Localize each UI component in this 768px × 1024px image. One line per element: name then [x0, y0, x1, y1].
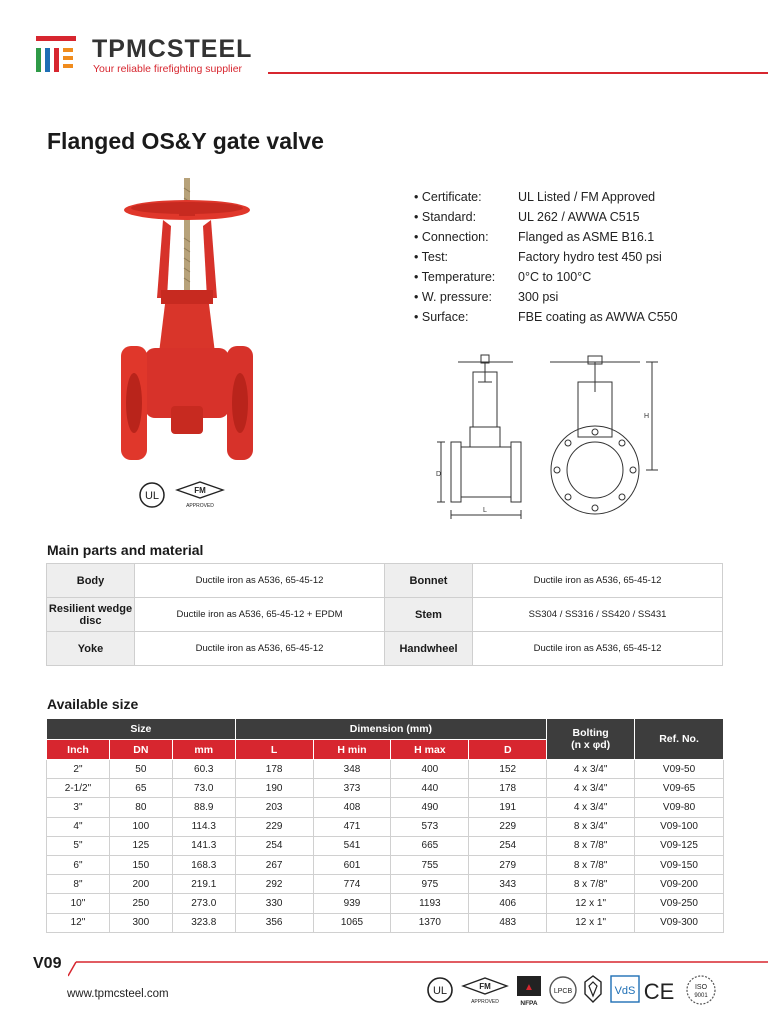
part-name: Handwheel — [385, 632, 473, 666]
table-cell: 273.0 — [172, 894, 235, 913]
table-cell: 279 — [469, 855, 547, 874]
table-cell: 1065 — [313, 913, 391, 932]
table-cell: 1370 — [391, 913, 469, 932]
spec-key: • Connection: — [414, 230, 489, 244]
spec-value: 0°C to 100°C — [518, 270, 592, 284]
table-cell: 330 — [235, 894, 313, 913]
size-table — [46, 718, 724, 933]
page-title: Flanged OS&Y gate valve — [47, 128, 324, 154]
brand-tagline: Your reliable firefighting supplier — [93, 63, 243, 75]
spec-row — [414, 207, 744, 227]
table-cell: 203 — [235, 798, 313, 817]
spec-key: • Surface: — [414, 310, 469, 324]
part-material: Ductile iron as A536, 65-45-12 — [135, 632, 385, 666]
website-link[interactable]: www.tpmcsteel.com — [67, 988, 169, 1000]
table-cell: 141.3 — [172, 836, 235, 855]
table-row — [47, 894, 724, 913]
table-cell: V09-200 — [635, 875, 724, 894]
col-header: Inch — [47, 740, 110, 760]
table-cell: 4 x 3/4" — [547, 760, 635, 779]
part-name: Resilient wedge disc — [47, 598, 135, 632]
col-header: DN — [109, 740, 172, 760]
table-cell: 348 — [313, 760, 391, 779]
table-cell: 343 — [469, 875, 547, 894]
table-row — [47, 817, 724, 836]
drawing-label-h: H — [644, 413, 650, 420]
table-cell: 601 — [313, 855, 391, 874]
spec-key: • W. pressure: — [414, 290, 493, 304]
table-cell: 573 — [391, 817, 469, 836]
fm-approved-text: APPROVED — [186, 503, 214, 509]
table-cell: 190 — [235, 779, 313, 798]
table-cell: 939 — [313, 894, 391, 913]
spec-list — [414, 187, 744, 327]
table-cell: 178 — [235, 760, 313, 779]
table-cell: 152 — [469, 760, 547, 779]
table-cell: 975 — [391, 875, 469, 894]
table-cell: 2-1/2" — [47, 779, 110, 798]
table-cell: 267 — [235, 855, 313, 874]
table-cell: 191 — [469, 798, 547, 817]
table-row — [47, 875, 724, 894]
table-row — [47, 760, 724, 779]
table-cell: 774 — [313, 875, 391, 894]
table-cell: 168.3 — [172, 855, 235, 874]
svg-text:▲: ▲ — [524, 982, 534, 993]
table-cell: 408 — [313, 798, 391, 817]
table-cell: 5" — [47, 836, 110, 855]
table-cell: 292 — [235, 875, 313, 894]
spec-row — [414, 247, 744, 267]
spec-row — [414, 287, 744, 307]
table-cell: 125 — [109, 836, 172, 855]
table-row — [47, 598, 723, 632]
table-cell: 60.3 — [172, 760, 235, 779]
part-material: Ductile iron as A536, 65-45-12 — [473, 632, 723, 666]
table-cell: V09-150 — [635, 855, 724, 874]
col-header: L — [235, 740, 313, 760]
page-header — [0, 0, 768, 90]
table-cell: V09-50 — [635, 760, 724, 779]
table-cell: 12" — [47, 913, 110, 932]
iso-logo-text: ISO — [694, 984, 708, 991]
table-cell: V09-125 — [635, 836, 724, 855]
table-cell: 356 — [235, 913, 313, 932]
table-cell: 755 — [391, 855, 469, 874]
part-name: Yoke — [47, 632, 135, 666]
table-cell: 4 x 3/4" — [547, 798, 635, 817]
fm-approved-text: APPROVED — [471, 999, 499, 1005]
table-cell: 300 — [109, 913, 172, 932]
col-header: D — [469, 740, 547, 760]
spec-row — [414, 187, 744, 207]
spec-value: UL Listed / FM Approved — [518, 190, 656, 204]
table-cell: 219.1 — [172, 875, 235, 894]
table-cell: 4" — [47, 817, 110, 836]
table-cell: 12 x 1" — [547, 894, 635, 913]
spec-key: • Temperature: — [414, 270, 496, 284]
table-row — [47, 564, 723, 598]
part-material: SS304 / SS316 / SS420 / SS431 — [473, 598, 723, 632]
part-name: Stem — [385, 598, 473, 632]
nfpa-logo-text: NFPA — [520, 1000, 538, 1007]
table-cell: 254 — [235, 836, 313, 855]
dimension-group-header: Dimension (mm) — [235, 719, 546, 740]
table-cell: 178 — [469, 779, 547, 798]
table-cell: 471 — [313, 817, 391, 836]
spec-key: • Standard: — [414, 210, 477, 224]
table-row — [47, 913, 724, 932]
table-cell: 200 — [109, 875, 172, 894]
table-cell: 80 — [109, 798, 172, 817]
header-divider — [268, 72, 768, 74]
table-cell: 406 — [469, 894, 547, 913]
spec-key: • Test: — [414, 250, 449, 264]
table-cell: 229 — [235, 817, 313, 836]
table-cell: 483 — [469, 913, 547, 932]
spec-row — [414, 307, 744, 327]
spec-row — [414, 227, 744, 247]
table-cell: 3" — [47, 798, 110, 817]
spec-key: • Certificate: — [414, 190, 482, 204]
part-material: Ductile iron as A536, 65-45-12 — [473, 564, 723, 598]
table-row — [47, 798, 724, 817]
table-cell: 440 — [391, 779, 469, 798]
ref-header: Ref. No. — [635, 719, 724, 760]
part-name: Body — [47, 564, 135, 598]
table-cell: 12 x 1" — [547, 913, 635, 932]
drawing-label-l: L — [483, 507, 487, 514]
certification-logos — [425, 972, 725, 1008]
table-cell: 150 — [109, 855, 172, 874]
table-cell: 6" — [47, 855, 110, 874]
table-cell: 541 — [313, 836, 391, 855]
table-cell: 665 — [391, 836, 469, 855]
lpcb-logo-text: LPCB — [553, 988, 573, 995]
table-cell: 2" — [47, 760, 110, 779]
table-cell: 88.9 — [172, 798, 235, 817]
spec-value: Factory hydro test 450 psi — [518, 250, 662, 264]
table-row — [47, 779, 724, 798]
part-material: Ductile iron as A536, 65-45-12 + EPDM — [135, 598, 385, 632]
table-cell: 400 — [391, 760, 469, 779]
page-code: V09 — [33, 955, 62, 972]
table-row — [47, 836, 724, 855]
table-cell: 50 — [109, 760, 172, 779]
table-cell: 254 — [469, 836, 547, 855]
table-cell: 8 x 7/8" — [547, 855, 635, 874]
ul-fm-cert-logos — [135, 478, 235, 512]
ccc-icon — [585, 976, 601, 1002]
brand-name: TPMCSTEEL — [92, 35, 253, 63]
front-view-drawing — [540, 352, 670, 522]
table-cell: V09-65 — [635, 779, 724, 798]
table-cell: 8 x 3/4" — [547, 817, 635, 836]
drawing-label-d: D — [436, 471, 442, 478]
gate-valve-image — [115, 178, 260, 468]
table-cell: 490 — [391, 798, 469, 817]
ul-logo-text: UL — [432, 985, 448, 997]
col-header: mm — [172, 740, 235, 760]
table-cell: 323.8 — [172, 913, 235, 932]
part-material: Ductile iron as A536, 65-45-12 — [135, 564, 385, 598]
table-cell: 114.3 — [172, 817, 235, 836]
brand-logo-icon — [36, 36, 76, 72]
table-cell: 100 — [109, 817, 172, 836]
fm-logo-text: FM — [194, 486, 206, 495]
table-cell: V09-300 — [635, 913, 724, 932]
table-cell: V09-80 — [635, 798, 724, 817]
table-cell: 73.0 — [172, 779, 235, 798]
table-cell: 4 x 3/4" — [547, 779, 635, 798]
spec-value: Flanged as ASME B16.1 — [518, 230, 655, 244]
iso-number-text: 9001 — [694, 993, 708, 999]
table-cell: V09-250 — [635, 894, 724, 913]
col-header: H max — [391, 740, 469, 760]
col-header: H min — [313, 740, 391, 760]
table-cell: 65 — [109, 779, 172, 798]
table-cell: 8 x 7/8" — [547, 836, 635, 855]
part-name: Bonnet — [385, 564, 473, 598]
table-row — [47, 632, 723, 666]
table-cell: V09-100 — [635, 817, 724, 836]
table-cell: 250 — [109, 894, 172, 913]
table-cell: 373 — [313, 779, 391, 798]
spec-value: UL 262 / AWWA C515 — [518, 210, 640, 224]
table-cell: 229 — [469, 817, 547, 836]
table-cell: 1193 — [391, 894, 469, 913]
bolting-header: Bolting (n x φd) — [547, 719, 635, 760]
parts-heading: Main parts and material — [47, 542, 204, 558]
size-group-header: Size — [47, 719, 236, 740]
spec-value: 300 psi — [518, 290, 559, 304]
vds-logo-text: VdS — [614, 985, 636, 997]
table-cell: 10" — [47, 894, 110, 913]
spec-value: FBE coating as AWWA C550 — [518, 310, 678, 324]
table-cell: 8 x 7/8" — [547, 875, 635, 894]
ul-logo-text: UL — [144, 490, 160, 502]
table-cell: 8" — [47, 875, 110, 894]
side-section-drawing — [428, 352, 528, 522]
ce-logo-text: CE — [643, 979, 675, 1004]
parts-table — [46, 563, 723, 666]
fm-logo-text: FM — [479, 982, 491, 991]
spec-row — [414, 267, 744, 287]
sizes-heading: Available size — [47, 696, 139, 712]
table-row — [47, 855, 724, 874]
